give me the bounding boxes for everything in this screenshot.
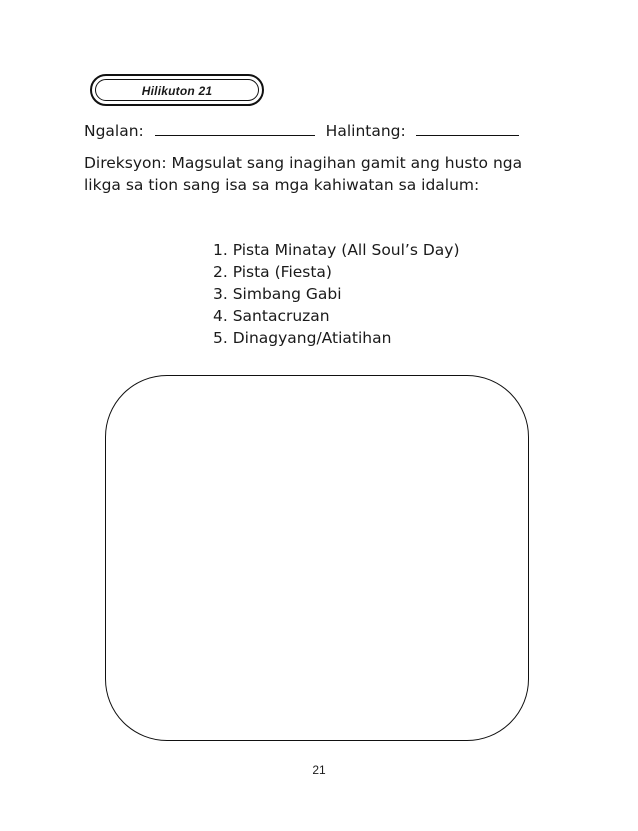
directions: Direksyon: Magsulat sang inagihan gamit ang husto nga likga sa tion sang isa sa mga kahiwatan sa idalum: — [84, 154, 523, 194]
name-blank — [155, 120, 315, 136]
list-item: 5. Dinagyang/Atiatihan — [213, 329, 392, 347]
list-item: 3. Simbang Gabi — [213, 285, 342, 303]
list-item: 2. Pista (Fiesta) — [213, 263, 332, 281]
grade-blank — [416, 120, 519, 136]
name-label: Ngalan: — [84, 122, 144, 140]
event-list — [213, 239, 460, 349]
page-number: 21 — [312, 763, 326, 777]
activity-title: Hilikuton 21 — [141, 84, 213, 98]
activity-title-badge — [90, 74, 264, 106]
list-item: 1. Pista Minatay (All Soul’s Day) — [213, 241, 460, 259]
student-info-line — [84, 120, 519, 141]
list-item: 4. Santacruzan — [213, 307, 330, 325]
answer-box — [105, 375, 529, 741]
grade-label: Halintang: — [325, 122, 406, 140]
